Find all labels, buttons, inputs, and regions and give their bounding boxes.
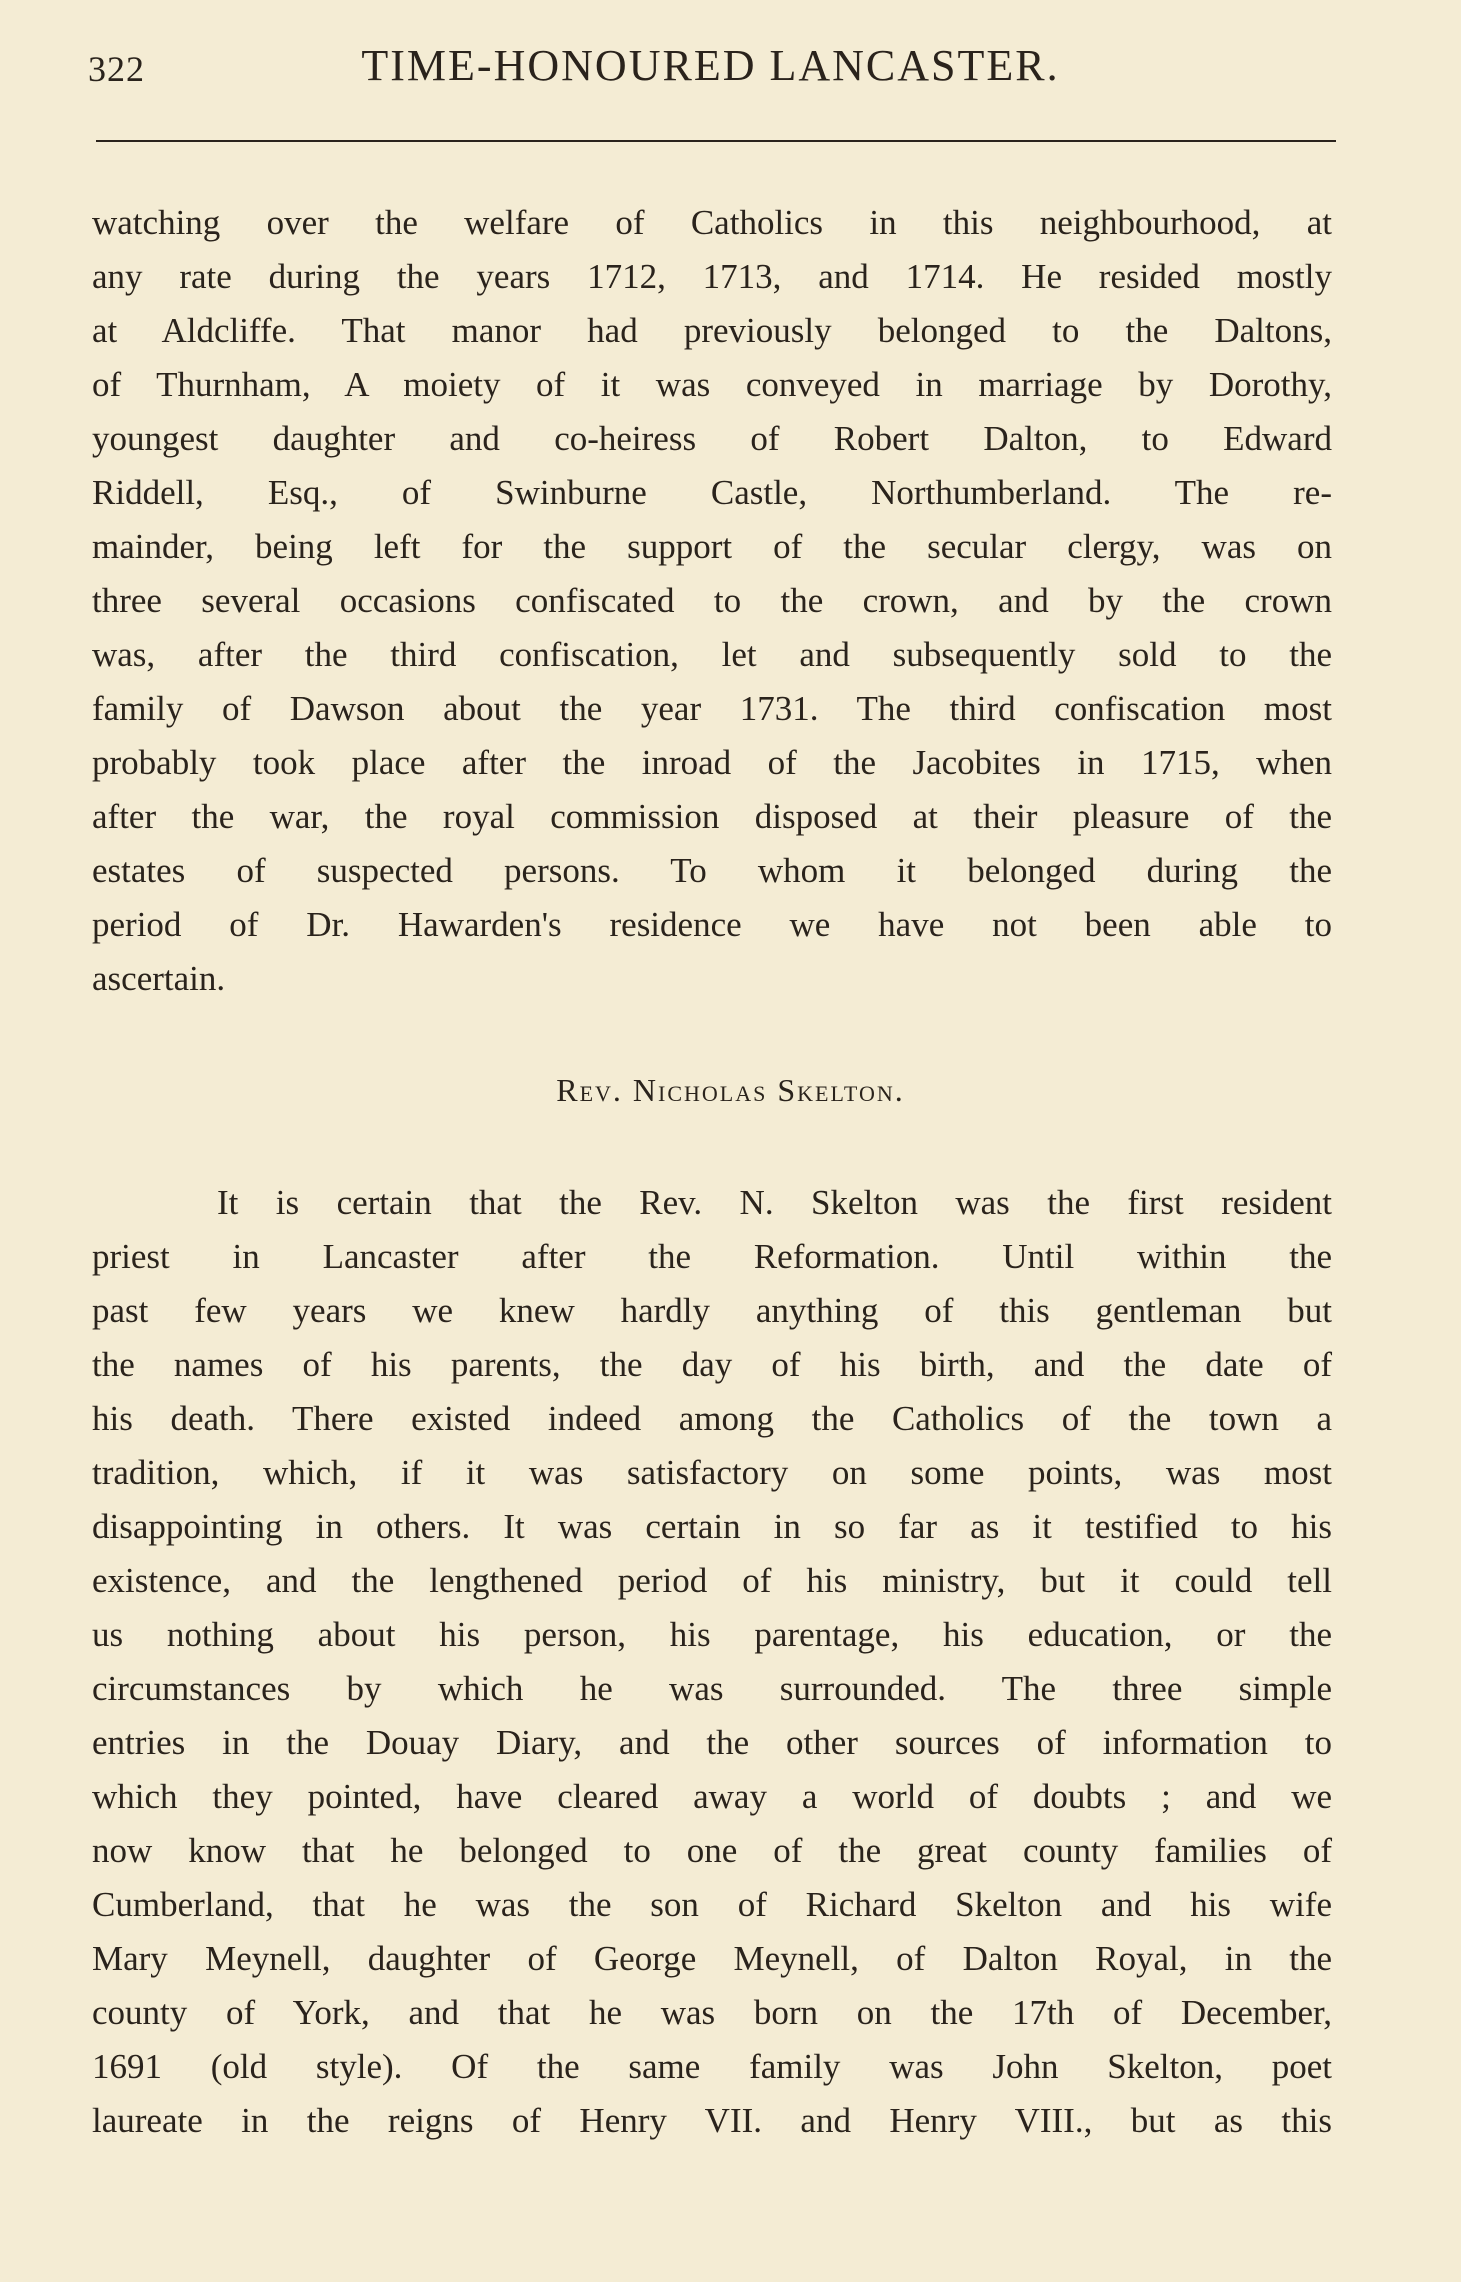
text-line: of Thurnham, A moiety of it was conveyed in marriage by Dorothy, bbox=[92, 365, 1332, 404]
paragraph-2 bbox=[92, 1176, 1332, 2148]
text-line: Mary Meynell, daughter of George Meynell, of Dalton Royal, in the bbox=[92, 1939, 1332, 1978]
text-line: circumstances by which he was surrounded. The three simple bbox=[92, 1669, 1332, 1708]
paragraph-1 bbox=[92, 196, 1332, 1006]
text-line: entries in the Douay Diary, and the other sources of information to bbox=[92, 1723, 1332, 1762]
text-line: probably took place after the inroad of the Jacobites in 1715, when bbox=[92, 743, 1332, 782]
text-line: three several occasions confiscated to the crown, and by the crown bbox=[92, 581, 1332, 620]
text-line: after the war, the royal commission disposed at their pleasure of the bbox=[92, 797, 1332, 836]
text-line: at Aldcliffe. That manor had previously belonged to the Daltons, bbox=[92, 311, 1332, 350]
text-line: us nothing about his person, his parentage, his education, or the bbox=[92, 1615, 1332, 1654]
section-heading: Rev. Nicholas Skelton. bbox=[556, 1072, 905, 1108]
running-title: TIME-HONOURED LANCASTER. bbox=[361, 41, 1060, 90]
text-line: priest in Lancaster after the Reformation. Until within the bbox=[92, 1237, 1332, 1276]
page-number: 322 bbox=[88, 49, 145, 89]
text-line: tradition, which, if it was satisfactory on some points, was most bbox=[92, 1453, 1332, 1492]
text-line: any rate during the years 1712, 1713, and 1714. He resided mostly bbox=[92, 257, 1332, 296]
header-rule bbox=[96, 140, 1336, 142]
text-line: mainder, being left for the support of the secular clergy, was on bbox=[92, 527, 1332, 566]
text-line: period of Dr. Hawarden's residence we have not been able to bbox=[92, 905, 1332, 944]
text-line: It is certain that the Rev. N. Skelton was the first resident bbox=[217, 1183, 1332, 1222]
text-line: Cumberland, that he was the son of Richard Skelton and his wife bbox=[92, 1885, 1332, 1924]
text-line: ascertain. bbox=[92, 959, 226, 998]
text-line: past few years we knew hardly anything of this gentleman but bbox=[92, 1291, 1332, 1330]
text-line: county of York, and that he was born on the 17th of December, bbox=[92, 1993, 1332, 2032]
text-line: disappointing in others. It was certain in so far as it testified to his bbox=[92, 1507, 1332, 1546]
text-line: watching over the welfare of Catholics in this neighbourhood, at bbox=[92, 203, 1332, 242]
text-line: the names of his parents, the day of his birth, and the date of bbox=[92, 1345, 1332, 1384]
text-line: his death. There existed indeed among the Catholics of the town a bbox=[92, 1399, 1332, 1438]
text-line: 1691 (old style). Of the same family was John Skelton, poet bbox=[92, 2047, 1332, 2086]
text-line: existence, and the lengthened period of his ministry, but it could tell bbox=[92, 1561, 1332, 1600]
text-line: youngest daughter and co-heiress of Robert Dalton, to Edward bbox=[92, 419, 1332, 458]
text-line: was, after the third confiscation, let and subsequently sold to the bbox=[92, 635, 1332, 674]
text-line: estates of suspected persons. To whom it belonged during the bbox=[92, 851, 1332, 890]
text-line: laureate in the reigns of Henry VII. and Henry VIII., but as this bbox=[92, 2101, 1332, 2140]
text-line: Riddell, Esq., of Swinburne Castle, Northumberland. The re- bbox=[92, 473, 1332, 512]
text-line: family of Dawson about the year 1731. The third confiscation most bbox=[92, 689, 1332, 728]
page-header bbox=[88, 40, 1333, 100]
text-line: now know that he belonged to one of the great county families of bbox=[92, 1831, 1332, 1870]
text-line: which they pointed, have cleared away a world of doubts ; and we bbox=[92, 1777, 1332, 1816]
